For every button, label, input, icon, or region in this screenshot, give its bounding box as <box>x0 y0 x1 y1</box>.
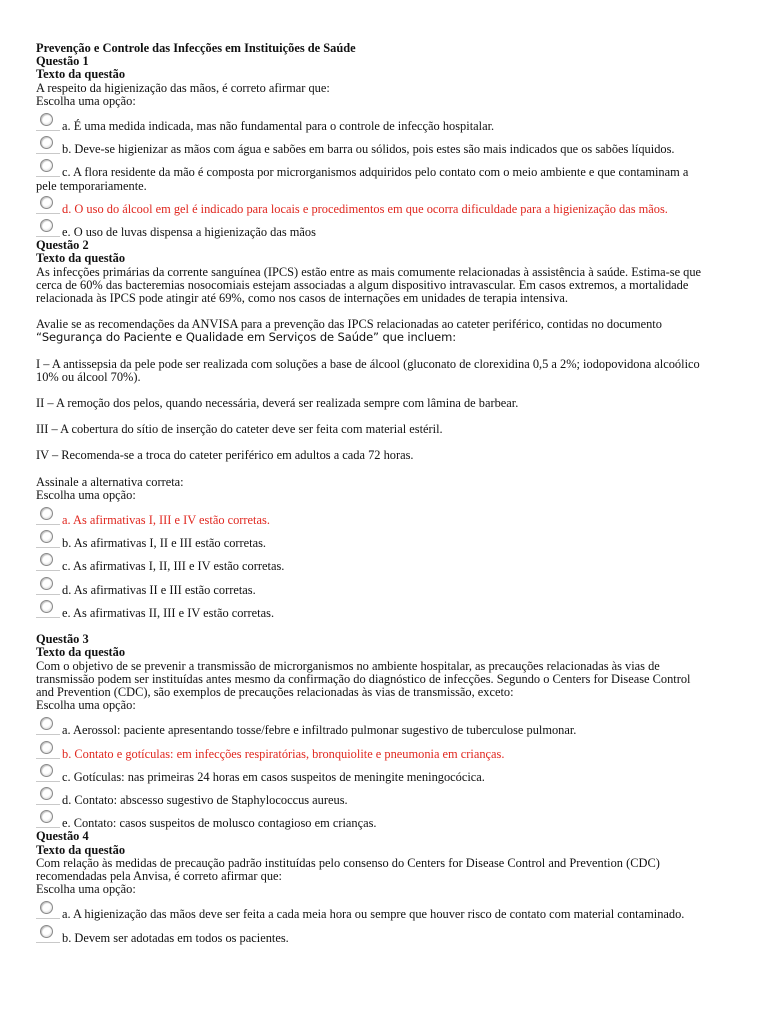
question-2-heading: Questão 2 <box>36 238 89 253</box>
q3-option-a[interactable] <box>36 724 738 737</box>
question-2-assinale: Assinale a alternativa correta: <box>36 474 184 489</box>
question-2-document-name: “Segurança do Paciente e Qualidade em Serviços de Saúde” que incluem: <box>36 330 457 345</box>
q2-option-b[interactable] <box>36 537 738 550</box>
q3-option-e[interactable] <box>36 817 738 830</box>
option-label: d. As afirmativas II e III estão corretas. <box>62 582 256 597</box>
option-label: b. Devem ser adotadas em todos os pacientes. <box>62 930 289 945</box>
option-label: e. Contato: casos suspeitos de molusco contagioso em crianças. <box>62 816 377 831</box>
radio-button-icon[interactable] <box>36 551 60 571</box>
radio-button-icon[interactable] <box>36 739 60 759</box>
question-1-text-label: Texto da questão <box>36 67 126 82</box>
q2-option-d[interactable] <box>36 584 738 597</box>
radio-button-icon[interactable] <box>36 194 60 214</box>
question-3-prompt-line: Com o objetivo de se prevenir a transmissão de microrganismos no ambiente hospitalar, as precauções relacionadas às vias de <box>36 658 660 673</box>
radio-button-icon[interactable] <box>36 575 60 595</box>
radio-button-icon[interactable] <box>36 134 60 154</box>
question-4-prompt-line: recomendadas pela Anvisa, é correto afirmar que: <box>36 868 282 883</box>
question-3-prompt-line: and Prevention (CDC), são exemplos de precauções relacionadas às vias de transmissão, exceto: <box>36 684 514 699</box>
q1-option-c-continued: pele temporariamente. <box>36 178 147 193</box>
q2-option-c[interactable] <box>36 560 738 573</box>
question-3-choose-label: Escolha uma opção: <box>36 698 136 713</box>
option-label: b. Contato e gotículas: em infecções respiratórias, bronquiolite e pneumonia em crianças. <box>62 746 505 761</box>
q1-option-a[interactable] <box>36 120 738 133</box>
question-3-text-label: Texto da questão <box>36 645 126 660</box>
q1-option-c[interactable] <box>36 166 738 179</box>
option-label: a. Aerossol: paciente apresentando tosse/febre e infiltrado pulmonar sugestivo de tuberculose pulmonar. <box>62 723 577 738</box>
option-label: c. Gotículas: nas primeiras 24 horas em casos suspeitos de meningite meningocócica. <box>62 769 485 784</box>
option-label: d. Contato: abscesso sugestivo de Staphylococcus aureus. <box>62 792 348 807</box>
q3-option-c[interactable] <box>36 771 738 784</box>
radio-button-icon[interactable] <box>36 808 60 828</box>
question-4-prompt-line: Com relação às medidas de precaução padrão instituídas pelo consenso do Centers for Disease Control and Prevention (CDC) <box>36 855 660 870</box>
radio-button-icon[interactable] <box>36 598 60 618</box>
statement-i: I – A antissepsia da pele pode ser realizada com soluções a base de álcool (gluconato de clorexidina 0,5 a 2%; iodopovidona alcoólico <box>36 356 700 371</box>
question-2-paragraph-line: cerca de 60% das bacteremias nosocomiais estejam associadas a algum dispositivo intravascular. Em casos extremos, a mortalidade <box>36 277 689 292</box>
option-label: a. A higienização das mãos deve ser feita a cada meia hora ou sempre que houver risco de contato com material contaminado. <box>62 907 685 922</box>
radio-button-icon[interactable] <box>36 505 60 525</box>
document-title: Prevenção e Controle das Infecções em Instituições de Saúde <box>36 41 356 55</box>
radio-button-icon[interactable] <box>36 762 60 782</box>
radio-button-icon[interactable] <box>36 528 60 548</box>
option-label: b. Deve-se higienizar as mãos com água e sabões em barra ou sólidos, pois estes são mais indicados que os sabões líquidos. <box>62 142 675 157</box>
question-1-choose-label: Escolha uma opção: <box>36 93 136 108</box>
option-label: e. O uso de luvas dispensa a higienização das mãos <box>62 225 316 240</box>
radio-button-icon[interactable] <box>36 785 60 805</box>
option-label: c. A flora residente da mão é composta por microrganismos adquiridos pelo contato com o meio ambiente e que contaminam a <box>62 165 689 180</box>
radio-button-icon[interactable] <box>36 715 60 735</box>
option-label: d. O uso do álcool em gel é indicado para locais e procedimentos em que ocorra dificuldade para a higienização das mãos. <box>62 201 668 216</box>
question-1-prompt: A respeito da higienização das mãos, é correto afirmar que: <box>36 80 330 95</box>
q1-option-d[interactable] <box>36 203 738 216</box>
option-label: c. As afirmativas I, II, III e IV estão corretas. <box>62 559 285 574</box>
question-2-text-label: Texto da questão <box>36 251 126 266</box>
q2-option-e[interactable] <box>36 607 738 620</box>
q3-option-d[interactable] <box>36 794 738 807</box>
radio-button-icon[interactable] <box>36 899 60 919</box>
option-label: b. As afirmativas I, II e III estão corretas. <box>62 536 267 551</box>
q1-option-e[interactable] <box>36 226 738 239</box>
statement-iii: III – A cobertura do sítio de inserção do cateter deve ser feita com material estéril. <box>36 422 443 437</box>
question-4-text-label: Texto da questão <box>36 842 126 857</box>
radio-button-icon[interactable] <box>36 111 60 131</box>
question-3-heading: Questão 3 <box>36 632 89 647</box>
statement-i-continued: 10% ou álcool 70%). <box>36 369 141 384</box>
radio-button-icon[interactable] <box>36 157 60 177</box>
q4-option-b[interactable] <box>36 932 738 945</box>
quiz-document <box>36 42 738 945</box>
statement-ii: II – A remoção dos pelos, quando necessária, deverá ser realizada sempre com lâmina de barbear. <box>36 396 519 411</box>
option-label: e. As afirmativas II, III e IV estão corretas. <box>62 605 275 620</box>
question-2-instruction: Avalie se as recomendações da ANVISA para a prevenção das IPCS relacionadas ao cateter periférico, contidas no documento <box>36 317 662 332</box>
question-1-heading: Questão 1 <box>36 54 89 69</box>
question-2-choose-label: Escolha uma opção: <box>36 487 136 502</box>
radio-button-icon[interactable] <box>36 217 60 237</box>
question-2-paragraph-line: relacionada às IPCS pode atingir até 69%, como nos casos de internações em unidades de terapia intensiva. <box>36 291 568 306</box>
question-2-paragraph-line: As infecções primárias da corrente sanguínea (IPCS) estão entre as mais comumente relacionadas à assistência à saúde. Estima-se que <box>36 264 702 279</box>
statement-iv: IV – Recomenda-se a troca do cateter periférico em adultos a cada 72 horas. <box>36 448 414 463</box>
q1-option-b[interactable] <box>36 143 738 156</box>
option-label: a. É uma medida indicada, mas não fundamental para o controle de infecção hospitalar. <box>62 119 495 134</box>
q3-option-b[interactable] <box>36 748 738 761</box>
radio-button-icon[interactable] <box>36 923 60 943</box>
question-4-choose-label: Escolha uma opção: <box>36 882 136 897</box>
option-label: a. As afirmativas I, III e IV estão corretas. <box>62 513 270 528</box>
q4-option-a[interactable] <box>36 908 738 921</box>
q2-option-a[interactable] <box>36 514 738 527</box>
question-3-prompt-line: transmissão podem ser instituídas antes mesmo da confirmação do diagnóstico de infecções. Segundo o Centers for Disease Control <box>36 671 691 686</box>
question-4-heading: Questão 4 <box>36 829 89 844</box>
